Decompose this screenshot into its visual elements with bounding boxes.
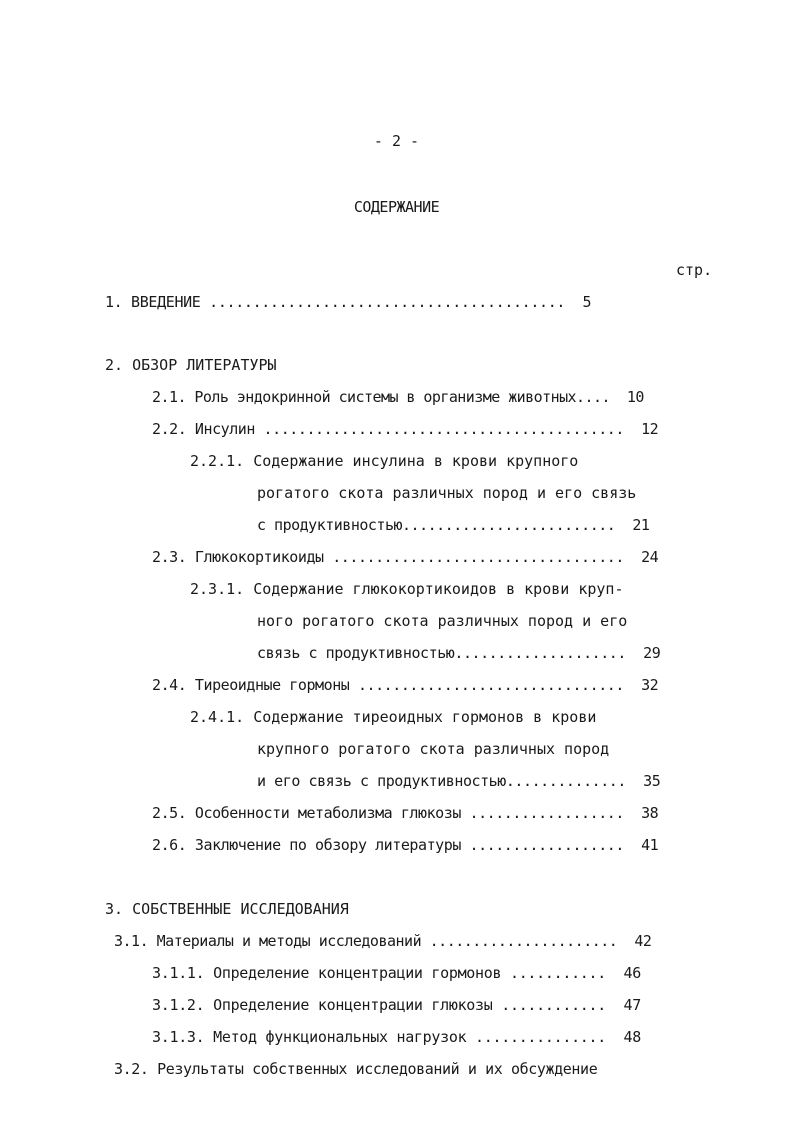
toc-entry-2-3-1-line2: ного рогатого скота различных пород и его <box>257 612 628 630</box>
page-column-label: стр. <box>676 261 713 279</box>
toc-entry-3-1-2: 3.1.2. Определение концентрации глюкозы ............ 47 <box>152 996 641 1014</box>
toc-entry-2-1: 2.1. Роль эндокринной системы в организме животных.... 10 <box>152 388 644 406</box>
toc-entry-2-4: 2.4. Тиреоидные гормоны ............................... 32 <box>152 676 659 694</box>
toc-entry-3-1: 3.1. Материалы и методы исследований ...................... 42 <box>114 932 652 950</box>
toc-section-literature-review: 2. ОБЗОР ЛИТЕРАТУРЫ <box>105 356 277 374</box>
toc-entry-2-2: 2.2. Инсулин .......................................... 12 <box>152 420 659 438</box>
toc-entry-2-4-1-line2: крупного рогатого скота различных пород <box>257 740 610 758</box>
toc-entry-2-2-1-line1: 2.2.1. Содержание инсулина в крови крупного <box>190 452 579 470</box>
toc-entry-2-6: 2.6. Заключение по обзору литературы .................. 41 <box>152 836 659 854</box>
toc-entry-2-4-1-line1: 2.4.1. Содержание тиреоидных гормонов в крови <box>190 708 597 726</box>
toc-entry-2-2-1-line2: рогатого скота различных пород и его связь <box>257 484 637 502</box>
toc-entry-3-2: 3.2. Результаты собственных исследований и их обсуждение <box>114 1060 598 1078</box>
toc-entry-introduction: 1. ВВЕДЕНИЕ ......................................... 5 <box>105 293 592 311</box>
toc-entry-2-5: 2.5. Особенности метаболизма глюкозы .................. 38 <box>152 804 659 822</box>
toc-entry-2-2-1-line3: с продуктивностью......................... 21 <box>257 516 650 534</box>
page-title: СОДЕРЖАНИЕ <box>353 198 440 216</box>
toc-section-own-research: 3. СОБСТВЕННЫЕ ИССЛЕДОВАНИЯ <box>105 900 349 918</box>
toc-entry-2-3: 2.3. Глюкокортикоиды .................................. 24 <box>152 548 659 566</box>
toc-entry-3-1-1: 3.1.1. Определение концентрации гормонов ........... 46 <box>152 964 641 982</box>
toc-entry-2-3-1-line1: 2.3.1. Содержание глюкокортикоидов в крови круп- <box>190 580 624 598</box>
page-number: - 2 - <box>373 132 420 150</box>
toc-entry-2-4-1-line3: и его связь с продуктивностью.............. 35 <box>257 772 661 790</box>
toc-entry-3-1-3: 3.1.3. Метод функциональных нагрузок ............... 48 <box>152 1028 641 1046</box>
toc-entry-2-3-1-line3: связь с продуктивностью.................... 29 <box>257 644 661 662</box>
